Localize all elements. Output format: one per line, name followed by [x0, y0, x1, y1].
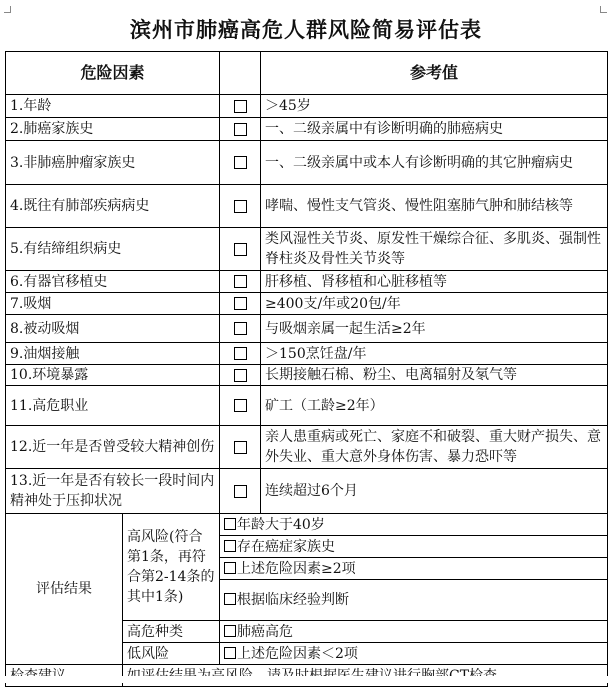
checkbox[interactable] [234, 123, 247, 136]
option-row [220, 558, 608, 580]
checkbox[interactable] [224, 625, 236, 637]
table-row [6, 118, 608, 141]
option-row [220, 621, 608, 643]
checkbox[interactable] [234, 297, 247, 310]
checkbox[interactable] [224, 518, 236, 530]
high-risk-type-label: 高危种类 [123, 621, 220, 643]
reference-value: 亲人患重病或死亡、家庭不和破裂、重大财产损失、意外失业、重大意外身体伤害、暴力恐吓等 [261, 426, 608, 469]
table-row [6, 315, 608, 343]
checkbox[interactable] [234, 243, 247, 256]
option-row [220, 514, 608, 536]
reference-value: 一、二级亲属中有诊断明确的肺癌病史 [261, 118, 608, 141]
reference-value: ≥400支/年或20包/年 [261, 293, 608, 315]
header-reference: 参考值 [261, 52, 608, 95]
table-row [6, 365, 608, 386]
factor-label: 13.近一年是否有较长一段时间内精神处于压抑状况 [6, 469, 220, 514]
option-label: 存在癌症家族史 [237, 538, 336, 555]
corner-mark-left [4, 6, 11, 13]
reference-value: 连续超过6个月 [261, 469, 608, 514]
table-row [6, 343, 608, 365]
factor-label: 3.非肺癌肿瘤家族史 [6, 141, 220, 185]
checkbox[interactable] [234, 441, 247, 454]
table-header-row [6, 52, 608, 95]
header-factor: 危险因素 [6, 52, 220, 95]
checkbox[interactable] [234, 200, 247, 213]
high-risk-label: 高风险(符合第1条，再符合第2-14条的其中1条) [123, 514, 220, 621]
checkbox[interactable] [224, 540, 236, 552]
factor-label: 9.油烟接触 [6, 343, 220, 365]
page-title: 滨州市肺癌高危人群风险简易评估表 [130, 17, 482, 42]
factor-label: 12.近一年是否曾受较大精神创伤 [6, 426, 220, 469]
checkbox[interactable] [234, 156, 247, 169]
reference-value: ＞150烹饪盘/年 [261, 343, 608, 365]
reference-value: 一、二级亲属中或本人有诊断明确的其它肿瘤病史 [261, 141, 608, 185]
option-row [220, 643, 608, 665]
checkbox[interactable] [234, 347, 247, 360]
reference-value: 类风湿性关节炎、原发性干燥综合征、多肌炎、强制性脊柱炎及骨性关节炎等 [261, 228, 608, 271]
factor-label: 5.有结缔组织病史 [6, 228, 220, 271]
factor-label: 2.肺癌家族史 [6, 118, 220, 141]
checkbox[interactable] [234, 485, 247, 498]
reference-value: 矿工（工龄≥2年） [261, 386, 608, 426]
evaluation-row [6, 514, 608, 536]
option-label: 上述危险因素＜2项 [237, 645, 358, 662]
table-row [6, 95, 608, 118]
option-label: 年龄大于40岁 [237, 516, 325, 533]
checkbox[interactable] [234, 369, 247, 382]
checkbox[interactable] [224, 562, 236, 574]
evaluation-label: 评估结果 [6, 514, 123, 665]
factor-label: 6.有器官移植史 [6, 271, 220, 293]
factor-label: 11.高危职业 [6, 386, 220, 426]
factor-label: 1.年龄 [6, 95, 220, 118]
table-row [6, 426, 608, 469]
factor-label: 8.被动吸烟 [6, 315, 220, 343]
option-label: 肺癌高危 [237, 623, 294, 640]
option-row [220, 580, 608, 621]
header-check [220, 52, 261, 95]
checkbox[interactable] [234, 399, 247, 412]
option-label: 上述危险因素≥2项 [237, 560, 356, 577]
table-row [6, 228, 608, 271]
table-row [6, 293, 608, 315]
low-risk-label: 低风险 [123, 643, 220, 665]
checkbox[interactable] [234, 275, 247, 288]
checkbox[interactable] [224, 593, 236, 605]
reference-value: 肝移植、肾移植和心脏移植等 [261, 271, 608, 293]
option-label: 根据临床经验判断 [237, 592, 350, 608]
reference-value: ＞45岁 [261, 95, 608, 118]
factor-label: 7.吸烟 [6, 293, 220, 315]
factor-label: 10.环境暴露 [6, 365, 220, 386]
table-row [6, 271, 608, 293]
reference-value: 哮喘、慢性支气管炎、慢性阻塞肺气肿和肺结核等 [261, 185, 608, 228]
risk-assessment-table [5, 51, 608, 687]
checkbox[interactable] [224, 647, 236, 659]
table-row [6, 469, 608, 514]
table-row [6, 141, 608, 185]
reference-value: 与吸烟亲属一起生活≥2年 [261, 315, 608, 343]
corner-mark-right [600, 6, 607, 13]
checkbox[interactable] [234, 100, 247, 113]
table-row [6, 386, 608, 426]
checkbox[interactable] [234, 322, 247, 335]
page-bottom [0, 676, 612, 683]
table-row [6, 185, 608, 228]
reference-value: 长期接触石棉、粉尘、电离辐射及氡气等 [261, 365, 608, 386]
factor-label: 4.既往有肺部疾病病史 [6, 185, 220, 228]
option-row [220, 536, 608, 558]
